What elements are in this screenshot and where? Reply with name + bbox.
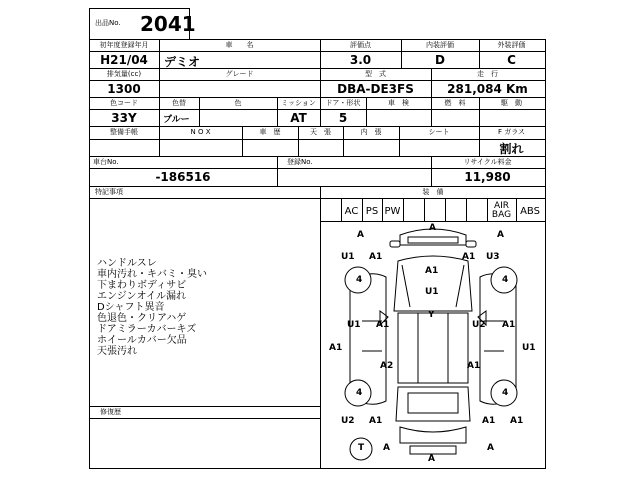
fglass-value: 割れ [499,142,524,156]
mark-front-left-corner: A [357,230,364,240]
color-code-value: 33Y [111,111,137,125]
mark-l-door-inner: A1 [376,320,390,330]
mission-value: AT [290,111,307,125]
mark-l-quarter-a: A1 [369,416,383,426]
mark-tire-rr: 4 [502,388,509,398]
mark-left-fender-a: A1 [369,252,383,262]
repair-title: 修復歴 [100,408,121,416]
nox-header: N O X [190,128,211,136]
mileage-value: 281,084 Km [447,82,528,96]
color-change-header: 色替 [172,99,186,107]
grade-header: グレード [225,70,254,78]
mark-l-door-outer: U1 [347,320,361,330]
first-reg-value: H21/04 [100,53,148,67]
note-item: ハンドルスレ [97,258,157,269]
recycle-header: リサイクル料金 [463,158,512,166]
mark-right-fender-u: U3 [486,252,500,262]
exterior-header: 外装評価 [497,41,526,49]
car-name-header: 車 名 [225,41,254,49]
mark-roof: Y [428,310,435,320]
drive-header: 駆 動 [501,99,522,107]
mark-r-quarter-a2: A1 [510,416,524,426]
recycle-value: 11,980 [464,170,511,184]
mark-r-quarter-a1: A1 [482,416,496,426]
mark-l-sill: A1 [329,343,343,353]
mark-r-door-outer: A1 [502,320,516,330]
score-header: 評価点 [350,41,371,49]
manual-header: 整備手帳 [110,128,138,136]
note-item: Dシャフト異音 [97,302,165,313]
mark-rear-left: A [383,443,390,453]
mark-r-sill: U1 [522,343,536,353]
note-item: 車内汚れ・キバミ・臭い [97,269,207,280]
displacement-header: 排気量(cc) [106,70,142,78]
equip-airbag: AIR BAG [491,201,512,220]
equip-pw: PW [384,205,401,217]
mark-tire-fl: 4 [356,275,363,285]
mark-rear-center: A2 [380,361,394,371]
doors-header: ドア・形状 [325,99,361,107]
notes-list [97,258,207,357]
fuel-header: 燃 料 [444,99,466,107]
interior-trim-header: 内 張 [360,128,382,136]
mark-r-door-inner: U2 [472,320,486,330]
fglass-header: F ガラス [497,128,526,136]
color-code-header: 色コード [110,99,138,107]
mark-left-fender-u: U1 [341,252,355,262]
displacement-value: 1300 [107,82,141,96]
interior-value: D [435,53,445,67]
chassis-header: 車台No. [93,158,119,166]
exterior-value: C [507,53,516,67]
mark-trunk: A1 [467,361,481,371]
equip-ac: AC [344,205,359,217]
model-value: DBA-DE3FS [337,82,414,96]
lot-box [89,8,196,40]
mark-tire-rl: 4 [356,388,363,398]
mark-rear-bumper: A [428,454,435,464]
registration-header: 登録No. [287,158,313,166]
notes-title: 特記事項 [95,188,123,196]
doors-value: 5 [338,111,348,125]
equipment-title: 装 備 [422,188,444,196]
color-header: 色 [234,99,242,107]
note-item: ドアミラーカバーキズ [97,324,197,335]
score-value: 3.0 [349,53,372,67]
inspection-header: 車 検 [388,99,409,107]
color-value: ブルー [163,115,190,125]
model-header: 型 式 [365,70,386,78]
interior-header: 内装評価 [426,41,454,49]
mission-header: ミッション [281,99,316,107]
ceiling-header: 天 張 [310,128,331,136]
mark-l-quarter-u: U2 [341,416,355,426]
mark-hood-a: A1 [425,266,439,276]
equip-ps: PS [365,205,379,217]
history-header: 車 歴 [259,128,281,136]
lot-number: 2041 [140,12,196,36]
note-item: 下まわりボディサビ [97,280,187,291]
equip-abs: ABS [520,205,540,217]
sheet-header: シート [428,128,450,136]
note-item: 天張汚れ [97,346,137,357]
first-reg-header: 初年度登録年月 [99,41,149,49]
note-item: 色退色・クリアハゲ [97,313,187,324]
mark-rear-right: A [487,443,494,453]
note-item: エンジンオイル漏れ [97,291,186,302]
chassis-value: -186516 [155,170,211,184]
lot-label: 出品No. [95,19,121,27]
mark-tire-fr: 4 [502,275,509,285]
mark-hood-u: U1 [425,287,439,297]
mark-right-fender-a: A1 [462,252,476,262]
car-name-value: デミオ [164,55,201,69]
mark-front-bumper: A [429,223,436,233]
mark-front-right-corner: A [497,230,504,240]
note-item: ホイールカバー欠品 [97,335,187,346]
mark-tire-tag: T [358,443,365,453]
mileage-header: 走 行 [477,70,498,78]
